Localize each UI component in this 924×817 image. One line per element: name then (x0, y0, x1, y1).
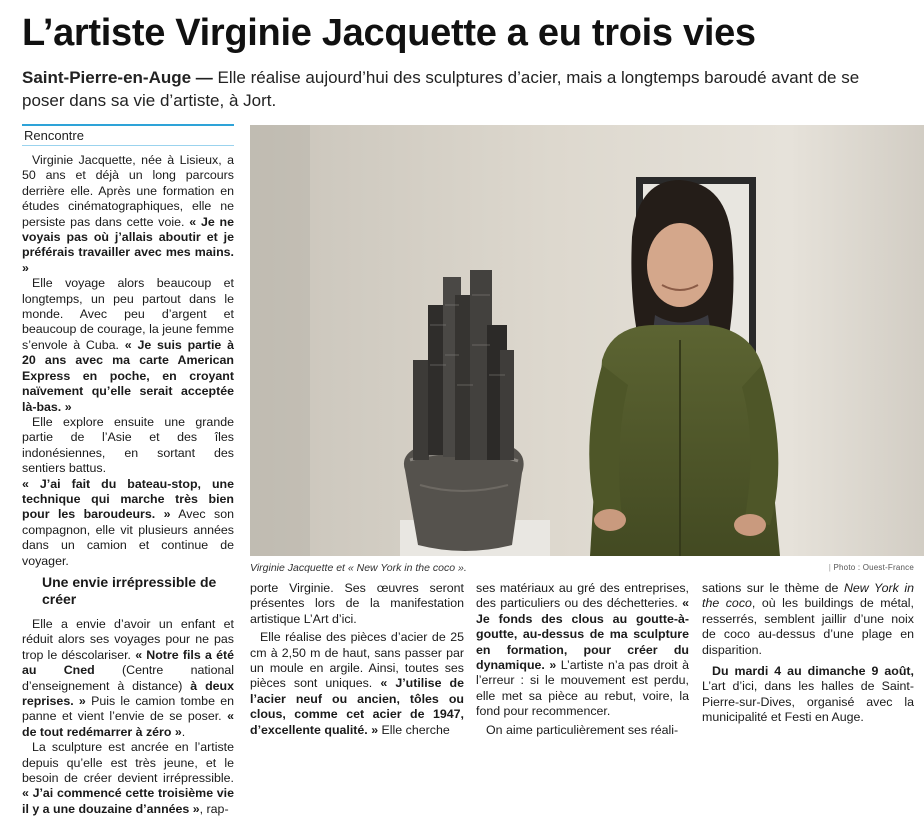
column-4 (702, 581, 914, 726)
quote: « J’utilise de l’acier neuf ou ancien, tôles ou clous, comme cet acier de 1947, d’excellente qualité. » (250, 676, 464, 737)
quote: « Je fonds des clous au goutte-à-goutte, au-dessus de ma sculpture en formation, pour créer du dynamique. » (476, 596, 689, 673)
dateline-place: Saint-Pierre-en-Auge — (22, 68, 213, 87)
paragraph: Elle explore ensuite une grande partie de l’Asie et des îles indonésiennes, en sortant des sentiers battus. (22, 414, 234, 476)
paragraph: Elle réalise des pièces d’acier de 25 cm à 2,50 m de haut, sans passer par un moule en argile. Ainsi, toutes ses pièces sont uniques. « J’utilise de l’acier neuf ou ancien, tôles ou clous, comme cet acier de 1947, d’excellente qualité. » Elle cherche (250, 630, 464, 737)
quote: « Je ne voyais pas où j’allais aboutir et je préférais travailler avec mes mains. » (22, 214, 234, 275)
event-dates: Du mardi 4 au dimanche 9 août, (712, 664, 914, 679)
column-2 (250, 581, 464, 738)
paragraph: Elle voyage alors beaucoup et longtemps, un peu partout dans le monde. Avec peu d’argent et beaucoup de courage, la jeune femme s’envole à Cuba. « Je suis partie à 20 ans avec ma carte American Express en poche, en croyant naïvement qu’elle serait acceptée là-bas. » (22, 276, 234, 414)
photo-credit: | Photo : Ouest-France (828, 563, 914, 572)
quote: « J’ai fait du bateau-stop, une technique qui marche très bien pour les baroudeurs. » (22, 476, 234, 522)
lead-text: Elle réalise aujourd’hui des sculptures d’acier, mais a longtemps baroudé avant de se poser dans sa vie d’artiste, à Jort. (22, 68, 860, 110)
column-3 (476, 581, 689, 738)
article-photo (250, 125, 924, 556)
kicker-label: Rencontre (22, 124, 234, 146)
paragraph: On aime particulièrement ses réali- (486, 722, 679, 737)
artwork-title: New York in the coco (702, 581, 914, 611)
subheading: Une envie irrépressible de créer (42, 573, 217, 607)
paragraph: « J’ai fait du bateau-stop, une technique qui marche très bien pour les baroudeurs. » Avec son compagnon, elle vit plusieurs années dans un camion et continue de voyager. (22, 476, 234, 568)
paragraph: Virginie Jacquette, née à Lisieux, a 50 ans et déjà un long parcours derrière elle. Après une formation en études cinématographiques, elle ne persiste pas dans cette voie. « Je ne voyais pas où j’allais aboutir et je préférais travailler avec mes mains. » (22, 153, 234, 275)
column-1 (22, 153, 234, 817)
paragraph: porte Virginie. Ses œuvres seront présentes lors de la manifestation artistique L’Art d’ici. (250, 581, 464, 626)
photo-caption: Virginie Jacquette et « New York in the coco ». (250, 562, 467, 574)
article-lead (22, 66, 902, 112)
paragraph: Du mardi 4 au dimanche 9 août, L’art d’ici, dans les halles de Saint-Pierre-sur-Dives, organisé avec la municipalité et Festi en Auge. (702, 664, 914, 725)
quote: « Je suis partie à 20 ans avec ma carte American Express en poche, en croyant naïvement qu’elle serait acceptée là-bas. » (22, 337, 234, 414)
paragraph: La sculpture est ancrée en l’artiste depuis qu’elle est très jeune, et le besoin de créer devient irrépressible. « J’ai commencé cette troisième vie il y a une douzaine d’années », rap- (22, 740, 234, 816)
quote: à deux reprises. » (22, 678, 234, 708)
quote: « Notre fils a été au Cned (22, 647, 234, 678)
quote: « J’ai commencé cette troisième vie il y a une douzaine d’années » (22, 786, 234, 816)
paragraph: ses matériaux au gré des entreprises, des particuliers ou des déchetteries. « Je fonds des clous au goutte-à-goutte, au-dessus de ma sculpture en formation, pour créer du dynamique. » L’artiste n’a pas droit à l’erreur : si le mouvement est perdu, elle met sa pièce au rebut, voire, la fond pour recommencer. (476, 581, 689, 719)
photo-illustration (250, 125, 924, 556)
quote: « de tout redémarrer à zéro » (22, 709, 234, 739)
paragraph: Elle a envie d’avoir un enfant et réduit alors ses voyages pour ne pas trop le déscolariser. « Notre fils a été au Cned (Centre national d’enseignement à distance) à deux reprises. » Puis le camion tombe en panne et vient l’envie de se poser. « de tout redémarrer à zéro ». (22, 616, 234, 739)
paragraph: sations sur le thème de New York in the coco, où les buildings de métal, resserrés, semblent jaillir d’une noix de coco au-dessus d’une plage en disparition. (702, 581, 914, 657)
article-headline: L’artiste Virginie Jacquette a eu trois vies (22, 12, 756, 54)
